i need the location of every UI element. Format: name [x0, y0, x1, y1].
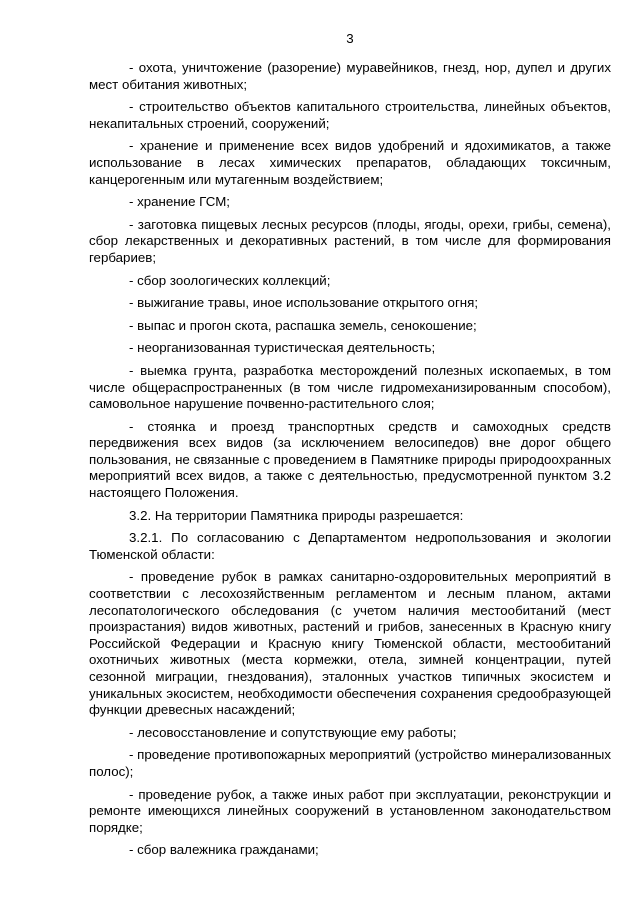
section-heading: 3.2. На территории Памятника природы разрешается: — [129, 507, 464, 523]
page-number: 3 — [346, 31, 354, 46]
paragraph: - хранение и применение всех видов удобрений и ядохимикатов, а также использование в лесах химических препаратов, обладающих токсичным, канцерогенным или мутагенным воздействием; — [89, 138, 611, 187]
paragraph: - сбор валежника гражданами; — [129, 842, 319, 858]
paragraph: - проведение противопожарных мероприятий (устройство минерализованных полос); — [89, 747, 611, 779]
paragraph: - строительство объектов капитального строительства, линейных объектов, некапитальных строений, сооружений; — [89, 99, 611, 131]
paragraph: - проведение рубок в рамках санитарно-оздоровительных мероприятий в соответствии с лесохозяйственным регламентом и лесным планом, актами лесопатологического обследования (с учетом наличия местообитаний (мест произрастания) видов животных, растений и грибов, занесенных в Красную книгу Российской Федерации и Красную книгу Тюменской области, местообитаний охотничьих животных (места кормежки, отела, зимней концентрации, путей сезонной миграции, гнездования), эталонных участков типичных экосистем и уникальных экосистем, необходимости обеспечения сохранения средообразующей функции древесных насаждений; — [89, 569, 611, 718]
paragraph: - стоянка и проезд транспортных средств и самоходных средств передвижения всех видов (за исключением велосипедов) вне дорог общего пользования, не связанные с проведением в Памятнике природы природоохранных мероприятий всех видов, а также с деятельностью, предусмотренной пунктом 3.2 настоящего Положения. — [89, 418, 611, 501]
paragraph: - выемка грунта, разработка месторождений полезных ископаемых, в том числе общераспространенных (в том числе гидромеханизированным способом), самовольное нарушение почвенно-растительного слоя; — [89, 362, 611, 412]
paragraph: - охота, уничтожение (разорение) муравейников, гнезд, нор, дупел и других мест обитания животных; — [89, 60, 611, 92]
paragraph: - проведение рубок, а также иных работ при эксплуатации, реконструкции и ремонте имеющихся линейных сооружений в установленном законодательством порядке; — [89, 786, 611, 835]
paragraph: - заготовка пищевых лесных ресурсов (плоды, ягоды, орехи, грибы, семена), сбор лекарственных и декоративных растений, в том числе для формирования гербариев; — [89, 216, 611, 265]
paragraph: - неорганизованная туристическая деятельность; — [129, 340, 436, 356]
document-body — [89, 60, 611, 865]
paragraph: - хранение ГСМ; — [129, 194, 230, 210]
subsection-heading: 3.2.1. По согласованию с Департаментом недропользования и экологии Тюменской области: — [89, 530, 611, 562]
paragraph: - сбор зоологических коллекций; — [129, 272, 331, 288]
paragraph: - выжигание травы, иное использование открытого огня; — [129, 295, 479, 311]
paragraph: - выпас и прогон скота, распашка земель, сенокошение; — [129, 317, 477, 333]
paragraph: - лесовосстановление и сопутствующие ему работы; — [129, 724, 457, 740]
